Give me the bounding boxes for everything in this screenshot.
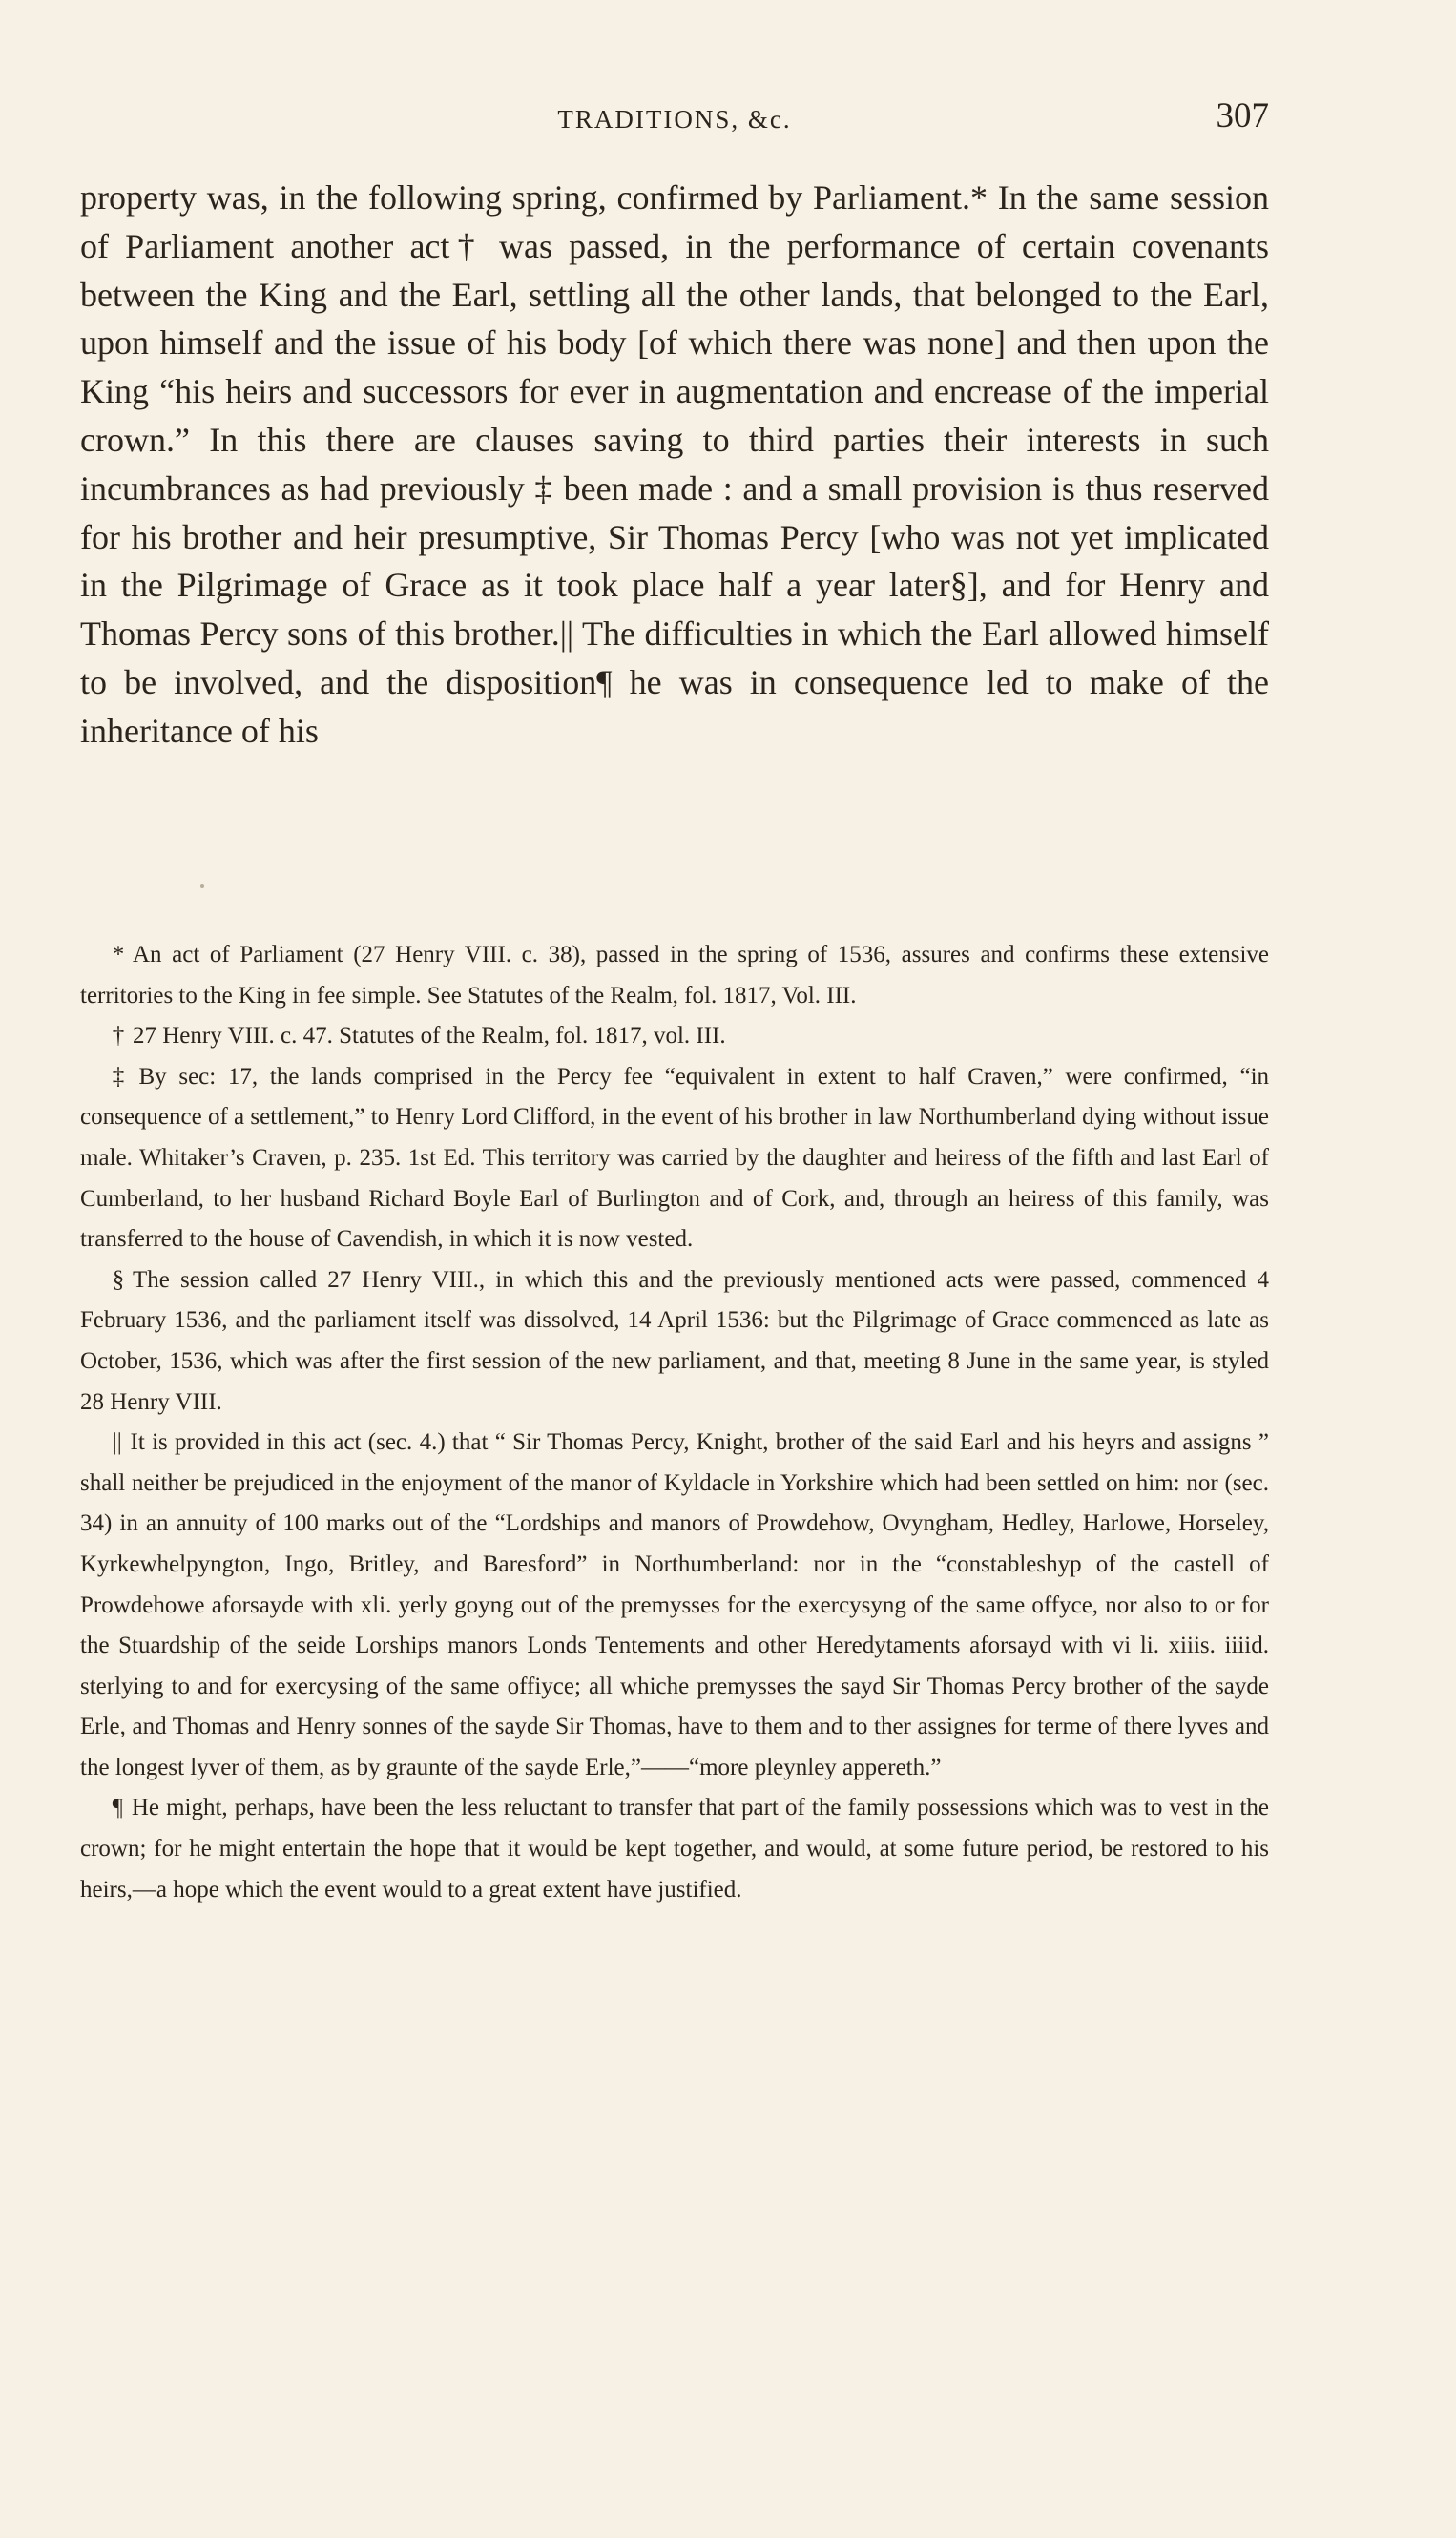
footnote-text: An act of Parliament (27 Henry VIII. c. 38), passed in the spring of 1536, assures and confirms these extensive territories to the King in fee simple. See Statutes of the Realm, fol. 1817, Vol. III. xyxy=(80,942,1269,1009)
footnote xyxy=(80,1423,1269,1788)
body-paragraph: property was, in the following spring, confirmed by Parliament.* In the same session of Parliament another act† was passed, in the performance of certain covenants between the King and the Earl, settling all the other lands, that belonged to the Earl, upon himself and the issue of his body [of which there was none] and then upon the King “his heirs and successors for ever in augmentation and encrease of the imperial crown.” In this there are clauses saving to third parties their interests in such incumbrances as had previously ‡ been made : and a small provision is thus reserved for his brother and heir presumptive, Sir Thomas Percy [who was not yet implicated in the Pilgrimage of Grace as it took place half a year later§], and for Henry and Thomas Percy sons of this brother.|| The difficulties in which the Earl allowed himself to be involved, and the disposition¶ he was in consequence led to make of the inheritance of his xyxy=(80,178,1269,750)
footnote-separator xyxy=(200,884,204,888)
footnotes xyxy=(80,935,1269,1910)
footnote-text: He might, perhaps, have been the less reluctant to transfer that part of the family possessions which was to vest in the crown; for he might entertain the hope that it would be kept together, and would, at some future period, be restored to his heirs,—a hope which the event would to a great extent have justified. xyxy=(80,1795,1269,1903)
footnote-mark: ¶ xyxy=(112,1795,124,1821)
footnote xyxy=(80,1016,1269,1057)
footnote xyxy=(80,1260,1269,1423)
page-number: 307 xyxy=(1216,96,1269,135)
footnote-mark: § xyxy=(112,1266,125,1293)
footnote-mark: * xyxy=(112,942,125,967)
footnote-mark: † xyxy=(112,1023,125,1050)
footnote xyxy=(80,935,1269,1016)
footnote-text: 27 Henry VIII. c. 47. Statutes of the Realm, fol. 1817, vol. III. xyxy=(133,1023,726,1050)
footnote-text: By sec: 17, the lands comprised in the Percy fee “equivalent in extent to half Craven,” were confirmed, “in consequence of a settlement,” to Henry Lord Clifford, in the event of his brother in law Northumberland dying without issue male. Whitaker’s Craven, p. 235. 1st Ed. This territory was carried by the daughter and heiress of the fifth and last Earl of Cumberland, to her husband Richard Boyle Earl of Burlington and of Cork, and, through an heiress of this family, was transferred to the house of Cavendish, in which it is now vested. xyxy=(80,1063,1270,1253)
footnote-mark: ‡ xyxy=(112,1063,131,1090)
footnote-text: The session called 27 Henry VIII., in which this and the previously mentioned acts were passed, commenced 4 February 1536, and the parliament itself was dissolved, 14 April 1536: but the Pilgrimage of Grace commenced as late as October, 1536, which was after the first session of the new parliament, and that, meeting 8 June in the same year, is styled 28 Henry VIII. xyxy=(80,1266,1269,1415)
running-title: TRADITIONS, &c. xyxy=(557,105,792,134)
footnote xyxy=(80,1057,1269,1260)
footnote-text: It is provided in this act (sec. 4.) that “ Sir Thomas Percy, Knight, brother of the said Earl and his heyrs and assigns ” shall neither be prejudiced in the enjoyment of the manor of Kyldacle in Yorkshire which had been settled on him: nor (sec. 34) in an annuity of 100 marks out of the “Lordships and manors of Prowdehow, Ovyngham, Hedley, Harlowe, Horseley, Kyrkewhelpyngton, Ingo, Britley, and Baresford” in Northumberland: nor in the “constableshyp of the castell of Prowdehowe aforsayde with xli. yerly goyng out of the premysses for the exercysyng of the same offyce, nor also to or for the Stuardship of the seide Lorships manors Londs Tentements and other Heredytaments aforsayd with vi li. xiiis. iiiid. sterlying to and for exercysing of the same offiyce; all whiche premysses the sayd Sir Thomas Percy brother of the sayde Erle, and Thomas and Henry sonnes of the sayde Sir Thomas, have to them and to ther assignes for terme of there lyves and the longest lyver of them, as by graunte of the sayde Erle,”——“more pleynley appereth.” xyxy=(80,1429,1269,1780)
running-head xyxy=(80,94,1269,141)
footnote xyxy=(80,1788,1269,1910)
footnote-mark: || xyxy=(112,1429,122,1456)
